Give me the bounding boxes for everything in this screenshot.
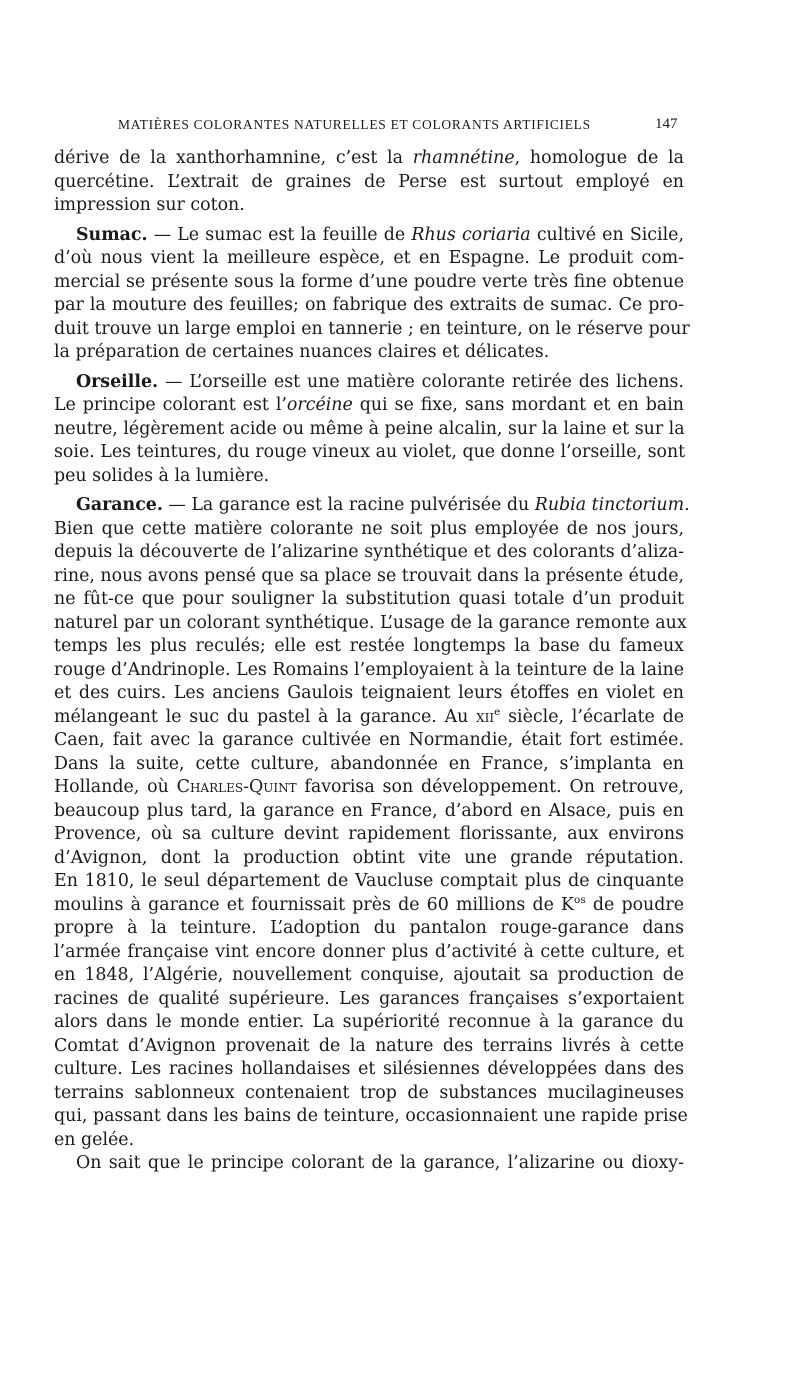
text-line: moulins à garance et fournissait près de 60 millions de $K^{os}$ de poudre: [54, 893, 684, 915]
text-line: ne fût-ce que pour souligner la substitution quasi totale d’un produit: [54, 589, 684, 609]
text-line: soie. Les teintures, du rouge vineux au violet, que donne l’orseille, sont: [54, 442, 686, 462]
running-head-title: MATIÈRES COLORANTES NATURELLES ET COLORANTS ARTIFICIELS: [118, 117, 591, 132]
text-line: rine, nous avons pensé que sa place se trouvait dans la présente étude,: [54, 565, 685, 586]
text-line: Dans la suite, cette culture, abandonnée en France, s’implanta en: [54, 753, 684, 774]
section-title-garance: Garance.: [76, 495, 163, 515]
text-line: depuis la découverte de l’alizarine synthétique et des colorants d’aliza-: [54, 542, 684, 562]
text-line: peu solides à la lumière.: [54, 465, 270, 486]
text-line: neutre, légèrement acide ou même à peine alcalin, sur la laine et sur la: [54, 418, 685, 439]
page-body: [54, 147, 690, 1176]
text-line: Comtat d’Avignon provenait de la nature des terrains livrés à cette: [54, 1035, 684, 1056]
text-line: par la mouture des feuilles; on fabrique des extraits de sumac. Ce pro-: [54, 295, 684, 315]
paragraph-sumac: [54, 224, 690, 365]
paragraph-continuation: [54, 147, 684, 218]
text-line: duit trouve un large emploi en tannerie ; en teinture, on le réserve pour: [54, 318, 690, 339]
text-line: On sait que le principe colorant de la garance, l’alizarine ou dioxy-: [76, 1153, 684, 1173]
text-line: racines de qualité supérieure. Les garances françaises s’exportaient: [54, 988, 684, 1009]
text-line: Provence, où sa culture devint rapidement florissante, aux environs: [54, 824, 684, 844]
text-line: Hollande, où Charles-Quint favorisa son développement. On retrouve,: [54, 777, 684, 797]
section-title-orseille: Orseille.: [76, 371, 159, 392]
text-line: mélangeant le suc du pastel à la garance. Au xii$^e$ siècle, l’écarlate de: [54, 705, 685, 727]
text-line: naturel par un colorant synthétique. L’usage de la garance remonte aux: [54, 612, 687, 633]
text-line: mercial se présente sous la forme d’une poudre verte très fine obtenue: [54, 271, 684, 292]
text-line: propre à la teinture. L’adoption du pantalon rouge-garance dans: [54, 918, 684, 938]
text-line: terrains sablonneux contenaient trop de substances mucilagineuses: [54, 1082, 684, 1103]
paragraph-orseille: [54, 371, 684, 489]
text-line: En 1810, le seul département de Vaucluse comptait plus de cinquante: [54, 871, 684, 891]
text-line: qui, passant dans les bains de teinture, occasionnaient une rapide prise: [54, 1106, 688, 1126]
text-line: culture. Les racines hollandaises et silésiennes développées dans des: [54, 1059, 684, 1079]
section-title-sumac: Sumac.: [76, 224, 148, 245]
text-line: Orseille. — L’orseille est une matière colorante retirée des lichens.: [76, 371, 684, 392]
text-line: en gelée.: [54, 1129, 135, 1150]
text-line: Bien que cette matière colorante ne soit plus employée de nos jours,: [54, 518, 684, 539]
text-line: d’Avignon, dont la production obtint vite une grande réputation.: [54, 847, 684, 868]
text-line: Garance. — La garance est la racine pulvérisée du Rubia tinctorium.: [76, 495, 690, 515]
text-line: dérive de la xanthorhamnine, c’est la rhamnétine, homologue de la: [54, 148, 684, 168]
text-line: d’où nous vient la meilleure espèce, et en Espagne. Le produit com-: [54, 248, 684, 268]
text-line: et des cuirs. Les anciens Gaulois teignaient leurs étoffes en violet en: [54, 683, 684, 703]
paragraph-alizarine: [54, 1152, 684, 1176]
text-line: en 1848, l’Algérie, nouvellement conquise, ajoutait sa production de: [54, 965, 684, 985]
text-line: alors dans le monde entier. La supériorité reconnue à la garance du: [54, 1012, 684, 1032]
text-line: Caen, fait avec la garance cultivée en Normandie, était fort estimée.: [54, 730, 684, 750]
text-line: la préparation de certaines nuances claires et délicates.: [54, 342, 550, 362]
text-line: impression sur coton.: [54, 195, 245, 215]
text-line: rouge d’Andrinople. Les Romains l’employaient à la teinture de la laine: [54, 659, 684, 680]
text-line: beaucoup plus tard, la garance en France, d’abord en Alsace, puis en: [54, 800, 684, 821]
text-line: temps les plus reculés; elle est restée longtemps la base du fameux: [54, 636, 684, 656]
text-line: l’armée française vint encore donner plus d’activité à cette culture, et: [54, 941, 684, 962]
paragraph-garance: [54, 494, 690, 1152]
text-line: Le principe colorant est l’orcéine qui se fixe, sans mordant et en bain: [54, 395, 685, 415]
text-line: Sumac. — Le sumac est la feuille de Rhus coriaria cultivé en Sicile,: [76, 224, 684, 245]
text-line: quercétine. L’extrait de graines de Perse est surtout employé en: [54, 171, 684, 192]
page-number: 147: [655, 116, 678, 132]
